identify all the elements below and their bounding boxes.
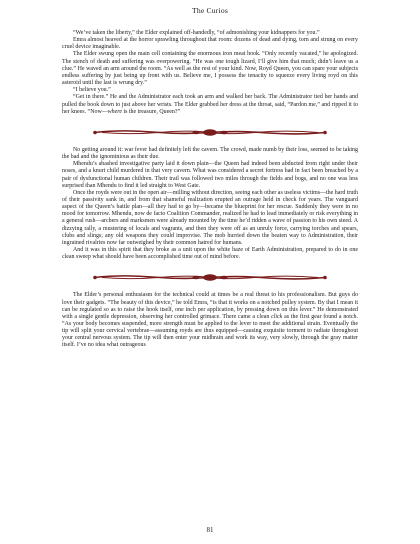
page-body [62,30,358,350]
emphasis: where [107,108,122,115]
paragraph: Emra almost heaved at the horror sprawling throughout that room: dozens of dead and dying, torn and strung on every cruel device imaginable. [62,37,358,51]
ornamental-divider [92,273,328,282]
paragraph-text: as the first gear found a notch. “As your body becomes suspended, more strength must be applied to the lever to meet the additional strain. Eventually the tip will split your cervical vertebrae—assuming royds are thus equipped—causing exquisite torment to radiate throughout your central nervous system. The tip will then enter your midbrain and work its way, very slowly, through the gray matter itself. I’ve no idea what outrageous [62,313,358,349]
paragraph-text: “Get in there.” He and the Administrator each took an arm and walked her back. The Administrator tied her hands and pulled the book down to just above her wrists. The Elder grabbed her dress at the throat, said, “Pardon me,” and ripped it to her knees. “Now— [62,94,358,115]
paragraph: Once the royds were out in the open air—milling without direction, seeing each other as useless victims—the hard truth of their passivity sank in, and from that shameful realization erupted an outrage held in check for years. The vanguard aspect of the Queen’s battle plan—all they had to go by—became the blueprint for her rescue. Suddenly they were in no mood for tomorrow. Mhendu, now de facto Coalition Commander, realized he had to lead immediately or risk everything in a general rush—archers and marksmen were already mounted by the time he’d ridden a wave of passion to his own steed. A dizzying rally, a mustering of locals and vagrants, and then they were off as an unruly force, carrying torches and spears, clubs and slings; any old weapons they could improvise. The mob hurried down the beaten way to Administration, their ingrained rivalries now far outweighed by their common hatred for humans. [62,189,358,246]
paragraph: Mhendu’s abashed investigative party laid it down plain—the Queen had indeed been abducted from right under their noses, and a knurt child murdered in that very cavern. What was considered a secret fortress had in fact been breached by a pair of dysfunctional human children. Their trail was followed two miles through the fields and bogs, and no one was less surprised than Mhendu to find it led straight to West Gate. [62,161,358,189]
running-header: The Curios [192,6,228,15]
paragraph-text: The Elder’s personal enthusiasm for the technical could at times be a real threat to his professionalism. But guys do love their gadgets. “The beauty of this device,” he told Emra, “is that it works on a notched pulley system. By that I mean it can be regulated so as to raise the hook itself, one inch per application, by pressing down on this lever.” He demonstrated with a single gentle depression, observing her controlled grimace. There came a clean [62,292,358,320]
paragraph-text: is the treasure, Queen?” [121,108,181,115]
ornament-icon [92,128,328,137]
emphasis: click [271,313,283,320]
ornamental-divider [92,128,328,137]
paragraph [62,292,358,349]
paragraph: And it was in this spirit that they broke as a unit upon the white haze of Earth Administration, prepared to do in one clean sweep what should have been accomplished time out of mind before. [62,247,358,261]
paragraph: No getting around it: war fever had definitely left the cavern. The crowd, made numb by their loss, seemed to be taking the bad and the ignominious as their due. [62,146,358,161]
paragraph: The Elder swung open the main cell containing the enormous iron meat hook. “Only recently vacated,” he apologized. The stench of death and suffering was overpowering. “He was one tough lizard, I’ll give him that much; didn’t leave us a clue.” He waved an arm around the room. “As well as the rest of your kind. Now, Royd Queen, you can spare your subjects endless suffering by just being up front with us. Believe me, I possess the tenacity to squeeze every living royd on this asteroid until the last is wrung dry.” [62,51,358,87]
paragraph: “I believe you.” [73,87,111,94]
page-number: 81 [206,526,214,534]
paragraph [62,94,358,115]
ornament-icon [92,273,328,282]
paragraph: “We’ve taken the liberty,” the Elder explained off-handedly, “of admonishing your kidnappers for you.” [73,30,320,36]
